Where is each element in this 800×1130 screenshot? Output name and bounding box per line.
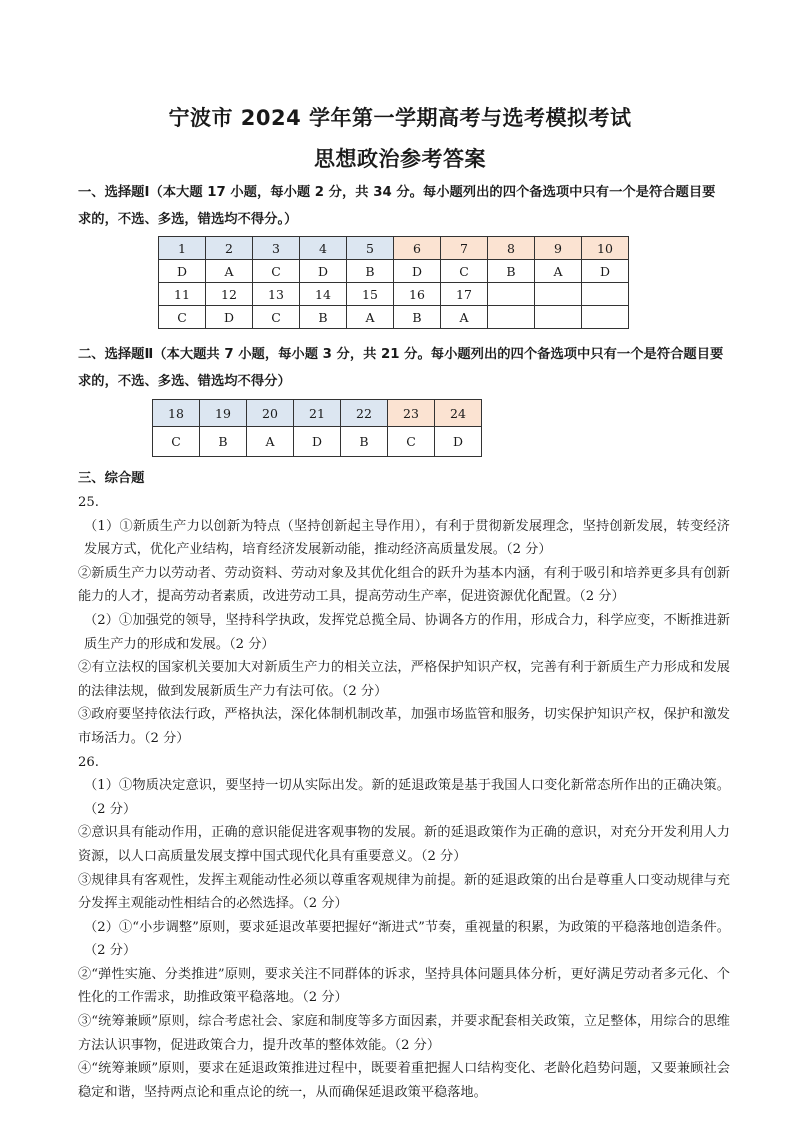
table-row [159,283,629,306]
table-cell: 19 [200,400,247,427]
table-cell [535,306,582,329]
answer-paragraph: （1）①新质生产力以创新为特点（坚持创新起主导作用），有利于贯彻新发展理念，坚持创新发展，转变经济发展方式，优化产业结构，培育经济发展新动能，推动经济高质量发展。（2 分） [84,518,730,558]
answer-paragraph: ②有立法权的国家机关要加大对新质生产力的相关立法，严格保护知识产权，完善有利于新质生产力形成和发展的法律法规，做到发展新质生产力有法可依。（2 分） [78,660,730,699]
table-cell: 5 [347,237,394,260]
table-cell: 4 [300,237,347,260]
table-cell: 9 [535,237,582,260]
table-cell: A [441,306,488,329]
table-cell: D [435,427,482,457]
table-cell: B [300,306,347,329]
table-cell: D [159,260,206,283]
table-cell: C [441,260,488,283]
table-cell [582,283,629,306]
table-cell: 22 [341,400,388,427]
table-cell: A [206,260,253,283]
table-cell: C [253,306,300,329]
answer-body [78,491,730,1104]
answer-paragraph: ②“弹性实施、分类推进”原则，要求关注不同群体的诉求，坚持具体问题具体分析，更好满足劳动者多元化、个性化的工作需求，助推政策平稳落地。（2 分） [78,966,730,1006]
table-cell: D [294,427,341,457]
question-number: 26. [78,754,99,770]
table-row [153,427,482,457]
table-cell: 24 [435,400,482,427]
table-cell: 12 [206,283,253,306]
table-cell [535,283,582,306]
table-cell: 1 [159,237,206,260]
section2-heading: 二、选择题Ⅱ（本大题共 7 小题，每小题 3 分，共 21 分。每小题列出的四个备选项中只有一个是符合题目要求的，不选、多选、错选均不得分） [78,347,724,389]
answer-paragraph: ③政府要坚持依法行政，严格执法，深化体制机制改革，加强市场监管和服务，切实保护知识产权，保护和激发市场活力。（2 分） [78,707,730,746]
answer-paragraph: （2）①加强党的领导，坚持科学执政，发挥党总揽全局、协调各方的作用，形成合力，科学应变，不断推进新质生产力的形成和发展。（2 分） [84,612,730,652]
table-cell: A [535,260,582,283]
table-cell: C [253,260,300,283]
answer-paragraph: ④“统筹兼顾”原则，要求在延退政策推进过程中，既要着重把握人口结构变化、老龄化趋势问题，又要兼顾社会稳定和谐，坚持两点论和重点论的统一，从而确保延退政策平稳落地。 [78,1061,730,1100]
table-cell: D [206,306,253,329]
table-cell: 10 [582,237,629,260]
table-cell: 14 [300,283,347,306]
table-cell: 18 [153,400,200,427]
table-cell: 17 [441,283,488,306]
table-cell: B [488,260,535,283]
table-cell: 7 [441,237,488,260]
table-cell: A [247,427,294,457]
table-cell: B [347,260,394,283]
table-cell: 3 [253,237,300,260]
table-cell: 16 [394,283,441,306]
table-cell: 8 [488,237,535,260]
table-row [153,400,482,427]
answer-paragraph: ③“统筹兼顾”原则，综合考虑社会、家庭和制度等多方面因素，并要求配套相关政策，立足整体，用综合的思维方法认识事物，促进政策合力，提升改革的整体效能。（2 分） [78,1014,730,1053]
table-cell: 20 [247,400,294,427]
table-cell: 21 [294,400,341,427]
answer-paragraph: ③规律具有客观性，发挥主观能动性必须以尊重客观规律为前提。新的延退政策的出台是尊重人口变动规律与充分发挥主观能动性相结合的必然选择。（2 分） [78,872,730,912]
table-cell: 23 [388,400,435,427]
table-cell: 15 [347,283,394,306]
table-cell: 13 [253,283,300,306]
answer-paragraph: （1）①物质决定意识，要坚持一切从实际出发。新的延退政策是基于我国人口变化新常态所作出的正确决策。（2 分） [84,778,730,817]
table-row [159,306,629,329]
table-cell: B [341,427,388,457]
table-cell: D [582,260,629,283]
table-cell: A [347,306,394,329]
table-cell: 11 [159,283,206,306]
page-subtitle: 思想政治参考答案 [314,147,486,171]
answer-paragraph: （2）①“小步调整”原则，要求延退改革要把握好“渐进式”节奏，重视量的积累，为政策的平稳落地创造条件。（2 分） [84,919,730,959]
table-row [159,260,629,283]
page-title: 宁波市 2024 学年第一学期高考与选考模拟考试 [168,106,632,130]
table-row [159,237,629,260]
table-cell [488,283,535,306]
section1-heading: 一、选择题Ⅰ（本大题 17 小题，每小题 2 分，共 34 分。每小题列出的四个备选项中只有一个是符合题目要求的，不选、多选，错选均不得分。） [78,185,716,227]
table-cell: C [153,427,200,457]
table-cell: 6 [394,237,441,260]
question-number: 25. [78,495,99,510]
answer-table-2 [152,399,482,457]
table-cell: D [300,260,347,283]
table-cell: C [159,306,206,329]
table-cell: D [394,260,441,283]
section3-heading: 三、综合题 [78,471,145,486]
answer-paragraph: ②意识具有能动作用，正确的意识能促进客观事物的发展。新的延退政策作为正确的意识，对充分开发利用人力资源，以人口高质量发展支撑中国式现代化具有重要意义。（2 分） [78,825,730,864]
table-cell: B [200,427,247,457]
table-cell [582,306,629,329]
answer-paragraph: ②新质生产力以劳动者、劳动资料、劳动对象及其优化组合的跃升为基本内涵，有利于吸引和培养更多具有创新能力的人才，提高劳动者素质，改进劳动工具，提高劳动生产率，促进资源优化配置。（2 分） [78,565,730,605]
table-cell: 2 [206,237,253,260]
table-cell: C [388,427,435,457]
table-cell [488,306,535,329]
table-cell: B [394,306,441,329]
answer-table-1 [158,236,629,329]
